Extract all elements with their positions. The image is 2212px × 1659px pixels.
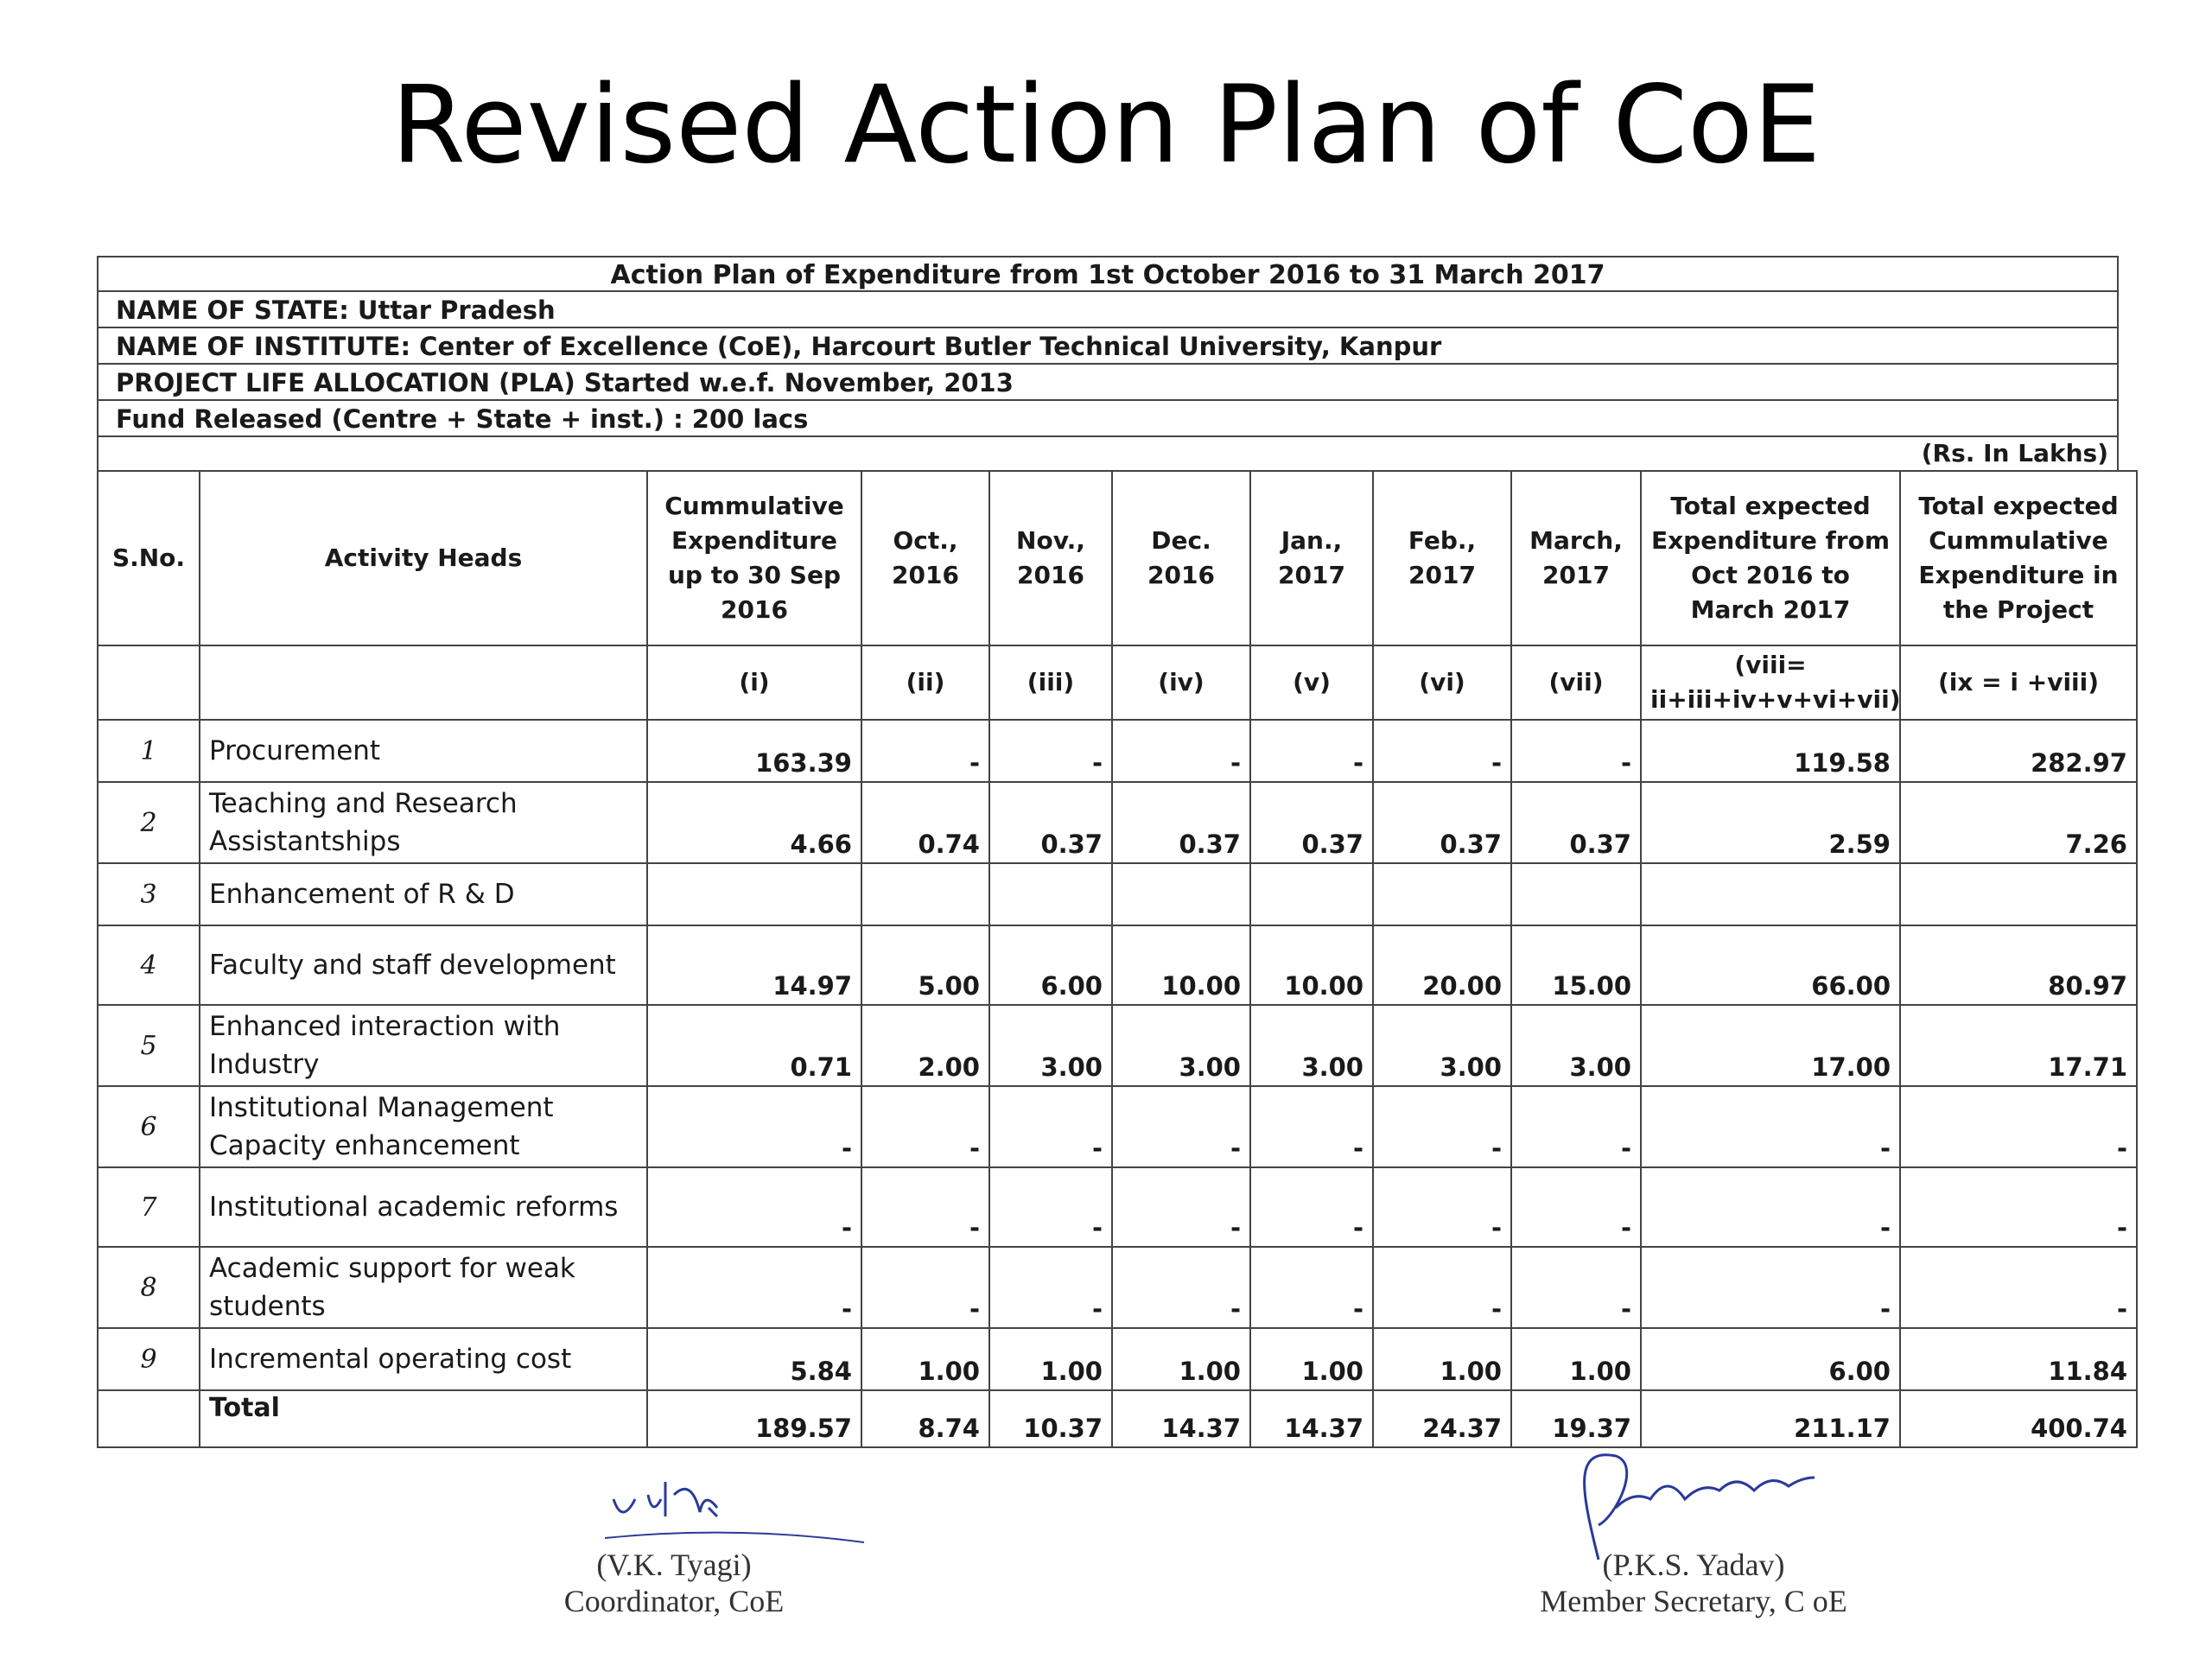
signature-right-role: Member Secretary, C oE bbox=[1540, 1584, 1847, 1618]
subheader-cell bbox=[98, 645, 200, 720]
activity-cell: Enhancement of R & D bbox=[200, 863, 647, 925]
serial-number-cell: 2 bbox=[98, 782, 200, 863]
value-cell: - bbox=[861, 1086, 989, 1167]
value-cell: - bbox=[861, 1247, 989, 1328]
value-cell: - bbox=[1250, 1167, 1373, 1247]
subheader-cell: (vi) bbox=[1373, 645, 1511, 720]
value-cell: 2.59 bbox=[1641, 782, 1900, 863]
header-cell: S.No. bbox=[98, 471, 200, 645]
table-row bbox=[98, 863, 2137, 925]
value-cell: - bbox=[1900, 1167, 2137, 1247]
value-cell: 0.37 bbox=[989, 782, 1112, 863]
value-cell bbox=[1511, 863, 1641, 925]
header-cell: Dec. 2016 bbox=[1112, 471, 1250, 645]
value-cell: 3.00 bbox=[989, 1005, 1112, 1086]
value-cell: 14.97 bbox=[647, 925, 861, 1005]
signature-left bbox=[501, 1547, 847, 1619]
value-cell bbox=[1900, 863, 2137, 925]
value-cell: - bbox=[1373, 1086, 1511, 1167]
value-cell: - bbox=[1641, 1086, 1900, 1167]
signature-block bbox=[0, 1447, 2212, 1620]
institute-line: NAME OF INSTITUTE: Center of Excellence (CoE), Harcourt Butler Technical University, Kanpur bbox=[97, 328, 2119, 365]
subheader-cell bbox=[200, 645, 647, 720]
value-cell: - bbox=[1900, 1247, 2137, 1328]
slide-title: Revised Action Plan of CoE bbox=[391, 63, 1821, 188]
serial-number-cell: 6 bbox=[98, 1086, 200, 1167]
value-cell: 0.37 bbox=[1511, 782, 1641, 863]
value-cell: - bbox=[647, 1086, 861, 1167]
value-cell: - bbox=[1112, 720, 1250, 782]
value-cell: 5.00 bbox=[861, 925, 989, 1005]
total-value-cell: 8.74 bbox=[861, 1390, 989, 1447]
table-row bbox=[98, 1167, 2137, 1247]
subheader-cell: (viii= ii+iii+iv+v+vi+vii) bbox=[1641, 645, 1900, 720]
value-cell: - bbox=[1373, 1167, 1511, 1247]
signature-left-role: Coordinator, CoE bbox=[563, 1584, 785, 1618]
serial-number-cell: 1 bbox=[98, 720, 200, 782]
value-cell: 2.00 bbox=[861, 1005, 989, 1086]
value-cell: - bbox=[989, 1167, 1112, 1247]
expenditure-table bbox=[97, 470, 2138, 1448]
value-cell: 3.00 bbox=[1112, 1005, 1250, 1086]
subheader-cell: (ix = i +viii) bbox=[1900, 645, 2137, 720]
serial-number-cell: 7 bbox=[98, 1167, 200, 1247]
value-cell: 3.00 bbox=[1511, 1005, 1641, 1086]
total-serial-cell bbox=[98, 1390, 200, 1447]
value-cell: - bbox=[1373, 720, 1511, 782]
value-cell bbox=[1112, 863, 1250, 925]
value-cell: 7.26 bbox=[1900, 782, 2137, 863]
value-cell: - bbox=[1112, 1086, 1250, 1167]
value-cell: 1.00 bbox=[1250, 1328, 1373, 1390]
activity-cell: Institutional academic reforms bbox=[200, 1167, 647, 1247]
value-cell: 1.00 bbox=[989, 1328, 1112, 1390]
value-cell: 0.37 bbox=[1373, 782, 1511, 863]
value-cell: 6.00 bbox=[989, 925, 1112, 1005]
value-cell: - bbox=[1511, 1167, 1641, 1247]
value-cell: 4.66 bbox=[647, 782, 861, 863]
value-cell bbox=[647, 863, 861, 925]
total-value-cell: 14.37 bbox=[1112, 1390, 1250, 1447]
value-cell: - bbox=[861, 1167, 989, 1247]
value-cell: - bbox=[1641, 1247, 1900, 1328]
header-cell: Activity Heads bbox=[200, 471, 647, 645]
value-cell: - bbox=[647, 1167, 861, 1247]
value-cell: - bbox=[1250, 1247, 1373, 1328]
header-row bbox=[98, 471, 2137, 645]
subheader-cell: (iv) bbox=[1112, 645, 1250, 720]
value-cell: 10.00 bbox=[1112, 925, 1250, 1005]
signature-right bbox=[1469, 1547, 1918, 1619]
value-cell bbox=[861, 863, 989, 925]
value-cell: 10.00 bbox=[1250, 925, 1373, 1005]
activity-cell: Enhanced interaction with Industry bbox=[200, 1005, 647, 1086]
subheader-cell: (i) bbox=[647, 645, 861, 720]
header-cell: Total expected Cummulative Expenditure in the Project bbox=[1900, 471, 2137, 645]
value-cell: 1.00 bbox=[861, 1328, 989, 1390]
value-cell: - bbox=[647, 1247, 861, 1328]
activity-cell: Procurement bbox=[200, 720, 647, 782]
signature-left-name: (V.K. Tyagi) bbox=[596, 1548, 752, 1582]
header-cell: Nov., 2016 bbox=[989, 471, 1112, 645]
value-cell: - bbox=[989, 1247, 1112, 1328]
value-cell: 0.74 bbox=[861, 782, 989, 863]
signature-left-scribble bbox=[605, 1465, 916, 1551]
value-cell: 20.00 bbox=[1373, 925, 1511, 1005]
value-cell: 11.84 bbox=[1900, 1328, 2137, 1390]
value-cell: - bbox=[1900, 1086, 2137, 1167]
total-label-cell: Total bbox=[200, 1390, 647, 1447]
value-cell: 1.00 bbox=[1511, 1328, 1641, 1390]
activity-cell: Faculty and staff development bbox=[200, 925, 647, 1005]
value-cell: 1.00 bbox=[1373, 1328, 1511, 1390]
value-cell: 3.00 bbox=[1373, 1005, 1511, 1086]
action-plan-document bbox=[97, 256, 2127, 1448]
value-cell: 17.71 bbox=[1900, 1005, 2137, 1086]
header-cell: Cummulative Expenditure up to 30 Sep 2016 bbox=[647, 471, 861, 645]
table-row bbox=[98, 782, 2137, 863]
header-cell: Total expected Expenditure from Oct 2016 to March 2017 bbox=[1641, 471, 1900, 645]
activity-cell: Institutional Management Capacity enhancement bbox=[200, 1086, 647, 1167]
value-cell: - bbox=[1641, 1167, 1900, 1247]
table-row bbox=[98, 1328, 2137, 1390]
value-cell bbox=[989, 863, 1112, 925]
value-cell bbox=[1641, 863, 1900, 925]
table-row bbox=[98, 1005, 2137, 1086]
value-cell: 66.00 bbox=[1641, 925, 1900, 1005]
total-value-cell: 24.37 bbox=[1373, 1390, 1511, 1447]
activity-cell: Academic support for weak students bbox=[200, 1247, 647, 1328]
units-note: (Rs. In Lakhs) bbox=[97, 437, 2119, 470]
value-cell: 282.97 bbox=[1900, 720, 2137, 782]
header-cell: March, 2017 bbox=[1511, 471, 1641, 645]
subheader-cell: (v) bbox=[1250, 645, 1373, 720]
value-cell: - bbox=[861, 720, 989, 782]
document-heading: Action Plan of Expenditure from 1st October 2016 to 31 March 2017 bbox=[97, 256, 2119, 292]
total-value-cell: 10.37 bbox=[989, 1390, 1112, 1447]
serial-number-cell: 9 bbox=[98, 1328, 200, 1390]
value-cell: 1.00 bbox=[1112, 1328, 1250, 1390]
value-cell: 0.37 bbox=[1250, 782, 1373, 863]
value-cell: - bbox=[1250, 720, 1373, 782]
subheader-row bbox=[98, 645, 2137, 720]
value-cell: 0.71 bbox=[647, 1005, 861, 1086]
serial-number-cell: 5 bbox=[98, 1005, 200, 1086]
value-cell: 163.39 bbox=[647, 720, 861, 782]
value-cell: 17.00 bbox=[1641, 1005, 1900, 1086]
table-row bbox=[98, 1086, 2137, 1167]
table-row bbox=[98, 925, 2137, 1005]
value-cell: - bbox=[989, 720, 1112, 782]
value-cell: - bbox=[1511, 1086, 1641, 1167]
total-value-cell: 14.37 bbox=[1250, 1390, 1373, 1447]
value-cell: - bbox=[1373, 1247, 1511, 1328]
serial-number-cell: 4 bbox=[98, 925, 200, 1005]
subheader-cell: (ii) bbox=[861, 645, 989, 720]
value-cell: 0.37 bbox=[1112, 782, 1250, 863]
value-cell bbox=[1373, 863, 1511, 925]
value-cell: - bbox=[1250, 1086, 1373, 1167]
pla-line: PROJECT LIFE ALLOCATION (PLA) Started w.e.f. November, 2013 bbox=[97, 365, 2119, 401]
header-cell: Feb., 2017 bbox=[1373, 471, 1511, 645]
subheader-cell: (iii) bbox=[989, 645, 1112, 720]
value-cell: 80.97 bbox=[1900, 925, 2137, 1005]
value-cell: 3.00 bbox=[1250, 1005, 1373, 1086]
value-cell: 5.84 bbox=[647, 1328, 861, 1390]
value-cell: - bbox=[989, 1086, 1112, 1167]
table-row bbox=[98, 1247, 2137, 1328]
value-cell: 119.58 bbox=[1641, 720, 1900, 782]
signature-right-name: (P.K.S. Yadav) bbox=[1602, 1548, 1785, 1582]
activity-cell: Incremental operating cost bbox=[200, 1328, 647, 1390]
serial-number-cell: 8 bbox=[98, 1247, 200, 1328]
value-cell bbox=[1250, 863, 1373, 925]
value-cell: 6.00 bbox=[1641, 1328, 1900, 1390]
total-value-cell: 189.57 bbox=[647, 1390, 861, 1447]
table-row bbox=[98, 720, 2137, 782]
subheader-cell: (vii) bbox=[1511, 645, 1641, 720]
serial-number-cell: 3 bbox=[98, 863, 200, 925]
header-cell: Jan., 2017 bbox=[1250, 471, 1373, 645]
header-cell: Oct., 2016 bbox=[861, 471, 989, 645]
value-cell: - bbox=[1511, 720, 1641, 782]
total-value-cell: 400.74 bbox=[1900, 1390, 2137, 1447]
total-value-cell: 211.17 bbox=[1641, 1390, 1900, 1447]
state-line: NAME OF STATE: Uttar Pradesh bbox=[97, 292, 2119, 328]
fund-line: Fund Released (Centre + State + inst.) : 200 lacs bbox=[97, 401, 2119, 437]
value-cell: - bbox=[1112, 1247, 1250, 1328]
activity-cell: Teaching and Research Assistantships bbox=[200, 782, 647, 863]
value-cell: 15.00 bbox=[1511, 925, 1641, 1005]
total-value-cell: 19.37 bbox=[1511, 1390, 1641, 1447]
value-cell: - bbox=[1511, 1247, 1641, 1328]
value-cell: - bbox=[1112, 1167, 1250, 1247]
